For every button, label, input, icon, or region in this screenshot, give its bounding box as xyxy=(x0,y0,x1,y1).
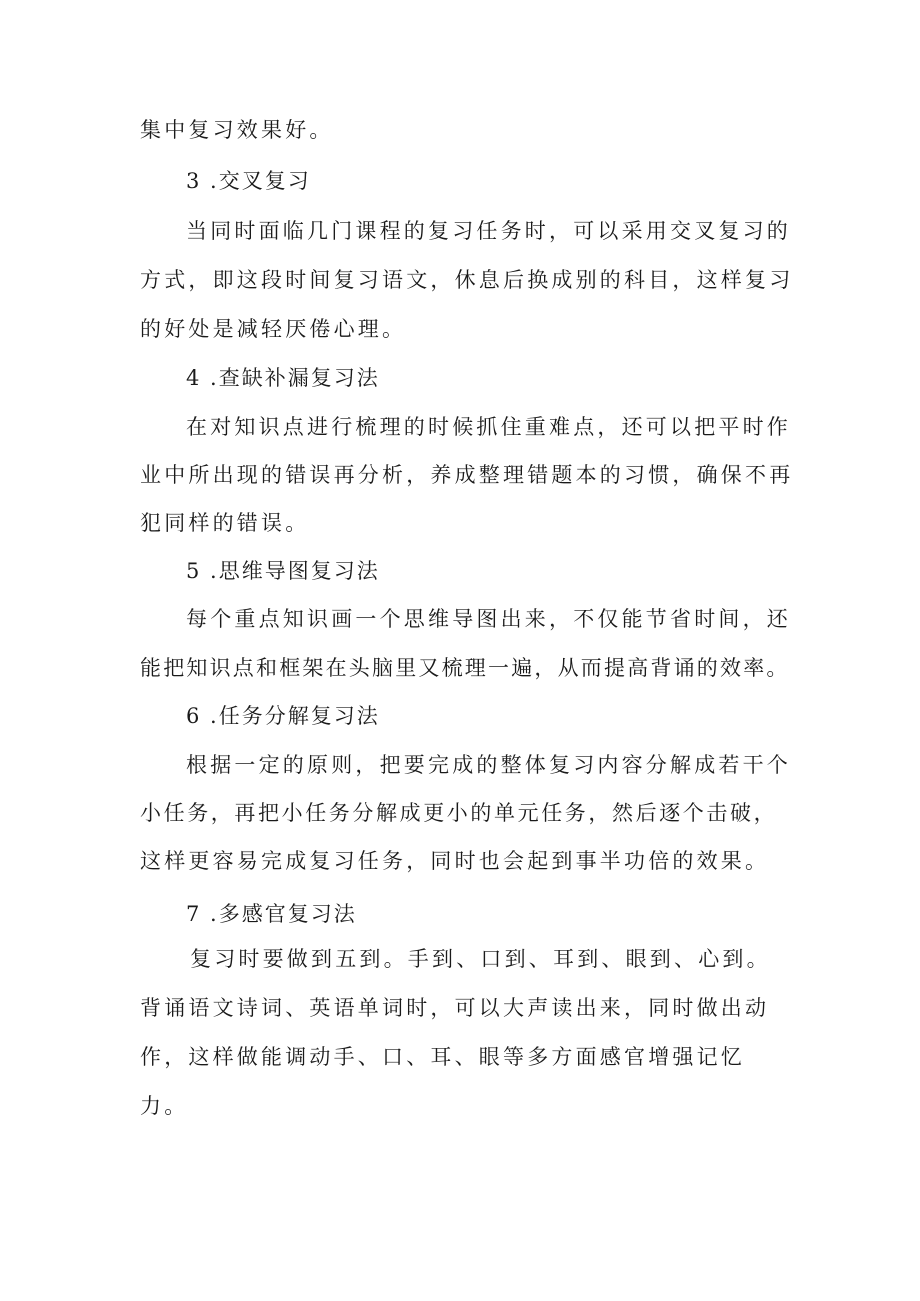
paragraph-line: 的好处是减轻厌倦心理。 xyxy=(140,317,407,341)
paragraph-line: 这样更容易完成复习任务，同时也会起到事半功倍的效果。 xyxy=(140,849,770,873)
paragraph-line: 能把知识点和框架在头脑里又梳理一遍，从而提高背诵的效率。 xyxy=(140,656,790,680)
paragraph-line: 在对知识点进行梳理的时候抓住重难点，还可以把平时作 xyxy=(186,415,791,439)
paragraph-line: 犯同样的错误。 xyxy=(140,511,310,535)
paragraph-line: 方式，即这段时间复习语文，休息后换成别的科目，这样复习 xyxy=(140,268,794,292)
paragraph-line: 复习时要做到五到。手到、口到、耳到、眼到、心到。 xyxy=(190,947,771,971)
paragraph-line: 根据一定的原则，把要完成的整体复习内容分解成若干个 xyxy=(186,753,791,777)
paragraph-line: 集中复习效果好。 xyxy=(140,118,334,142)
section-heading-5: 5 .思维导图复习法 xyxy=(186,559,380,583)
paragraph-line: 力。 xyxy=(140,1094,189,1118)
paragraph-line: 当同时面临几门课程的复习任务时，可以采用交叉复习的 xyxy=(186,219,791,243)
section-heading-7: 7 .多感官复习法 xyxy=(186,902,357,926)
paragraph-line: 背诵语文诗词、英语单词时，可以大声读出来，同时做出动 xyxy=(140,996,770,1020)
section-heading-3: 3 .交叉复习 xyxy=(186,169,311,193)
paragraph-line: 业中所出现的错误再分析，养成整理错题本的习惯，确保不再 xyxy=(140,463,794,487)
section-heading-6: 6 .任务分解复习法 xyxy=(186,704,380,728)
paragraph-line: 小任务，再把小任务分解成更小的单元任务，然后逐个击破， xyxy=(140,801,778,825)
paragraph-line: 每个重点知识画一个思维导图出来，不仅能节省时间，还 xyxy=(186,607,791,631)
paragraph-line: 作，这样做能调动手、口、耳、眼等多方面感官增强记忆 xyxy=(140,1045,745,1069)
section-heading-4: 4 .查缺补漏复习法 xyxy=(186,366,380,390)
